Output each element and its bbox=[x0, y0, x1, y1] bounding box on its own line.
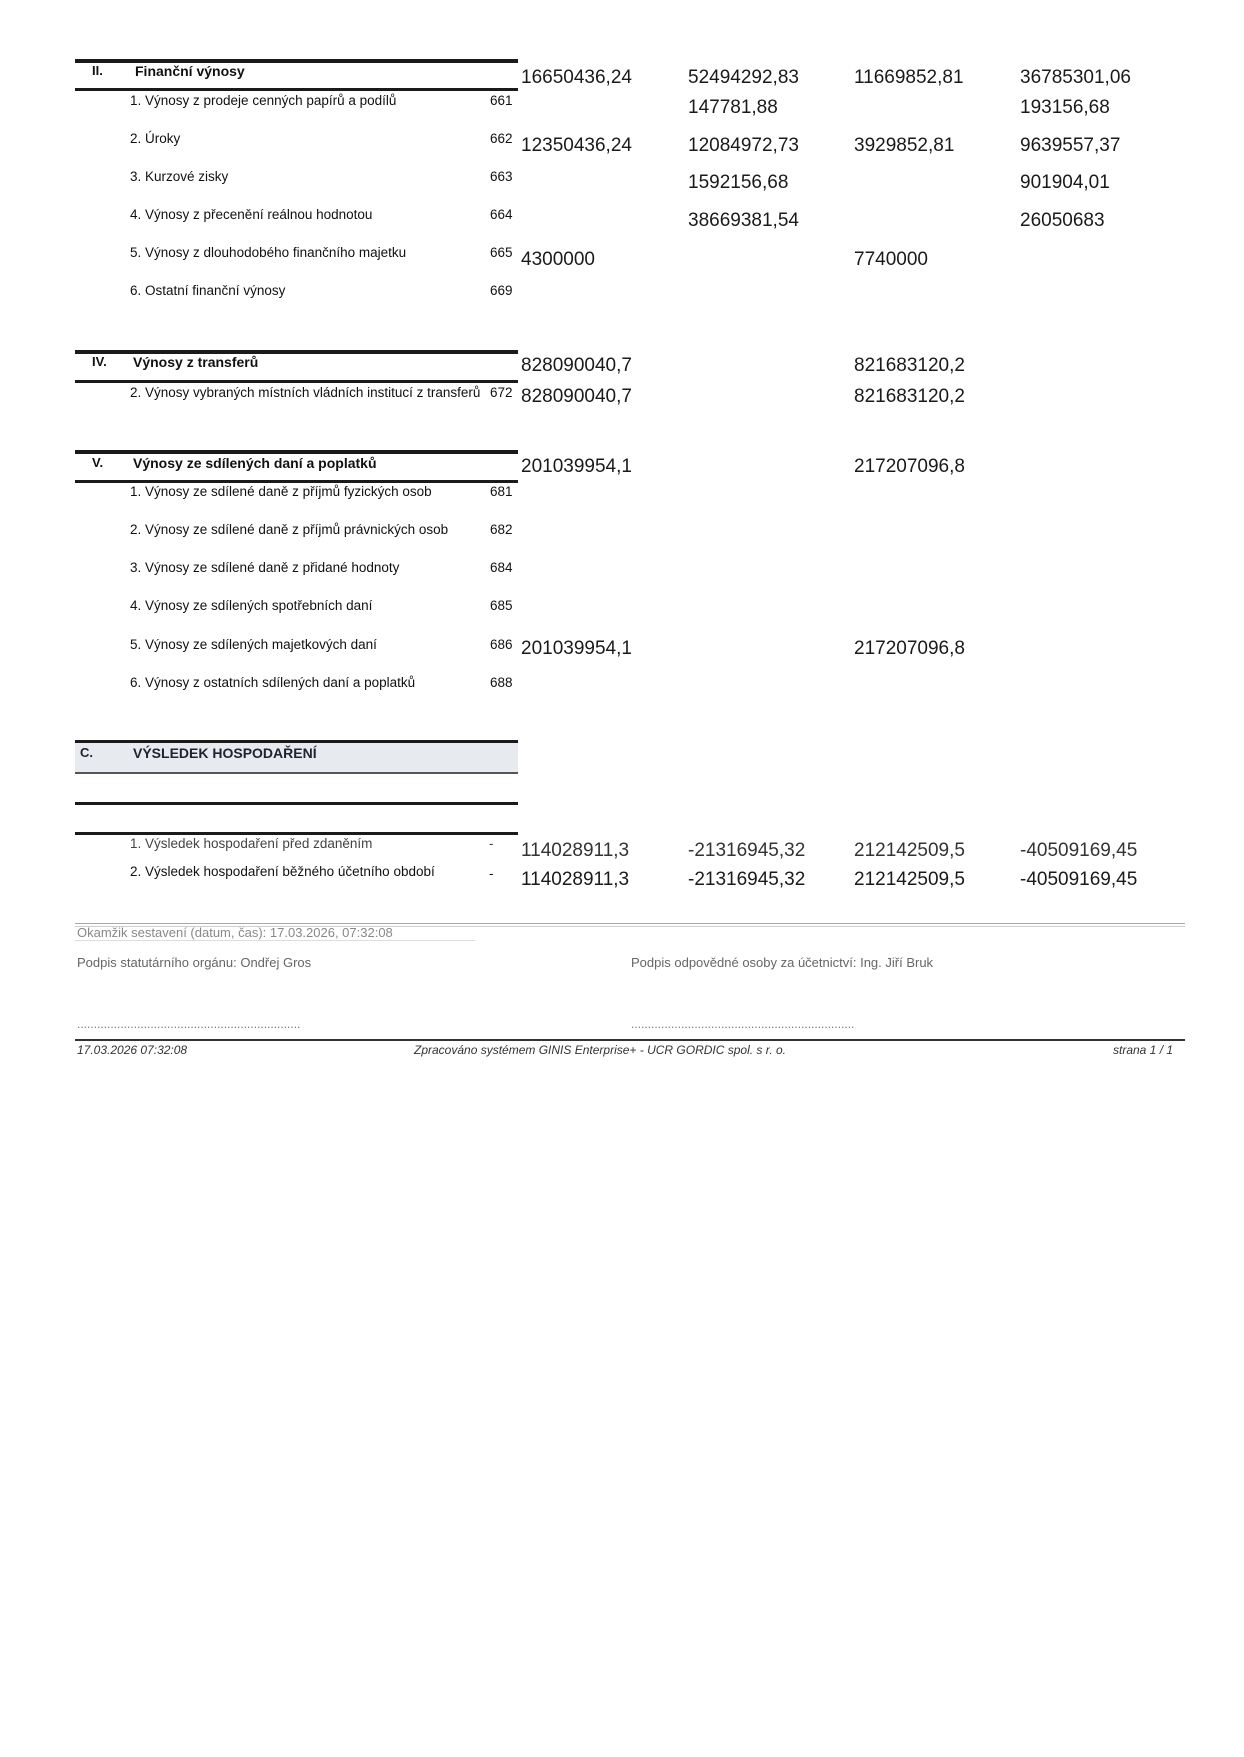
table-row-value: 38669381,54 bbox=[688, 210, 799, 231]
section-iv-total-col1: 828090040,7 bbox=[521, 355, 632, 376]
meta-under-rule bbox=[75, 940, 475, 941]
table-row-value: 12350436,24 bbox=[521, 135, 632, 156]
table-row-code: 664 bbox=[490, 207, 513, 222]
section-ii-total-col3: 11669852,81 bbox=[854, 67, 964, 88]
table-row-value: 3929852,81 bbox=[854, 135, 955, 156]
table-row-label: 3. Kurzové zisky bbox=[130, 169, 229, 184]
footer-page-number: strana 1 / 1 bbox=[1113, 1043, 1174, 1057]
table-row-value: 12084972,73 bbox=[688, 135, 799, 156]
section-iv-bottom-rule bbox=[75, 380, 518, 383]
section-v-total-col3: 217207096,8 bbox=[854, 456, 965, 477]
table-row-value: 821683120,2 bbox=[854, 386, 965, 407]
section-iv-numeral: IV. bbox=[92, 354, 107, 369]
table-row-code: 684 bbox=[490, 560, 513, 575]
compiled-timestamp: Okamžik sestavení (datum, čas): 17.03.2026, 07:32:08 bbox=[77, 925, 393, 940]
section-c-top-rule bbox=[75, 740, 518, 743]
table-row-code: 686 bbox=[490, 637, 513, 652]
footer-date: 17.03.2026 07:32:08 bbox=[77, 1043, 188, 1057]
section-c-sub-rule bbox=[75, 802, 518, 805]
table-row-label: 2. Úroky bbox=[130, 131, 181, 146]
table-row-label: 5. Výnosy z dlouhodobého finančního majetku bbox=[130, 245, 407, 260]
table-row-label: 2. Výsledek hospodaření běžného účetního období bbox=[130, 864, 435, 879]
footer-rule bbox=[75, 1039, 1185, 1041]
signature-line-right: ................................................................... bbox=[631, 1017, 855, 1031]
table-row-label: 2. Výnosy ze sdílené daně z příjmů právnických osob bbox=[130, 522, 449, 537]
table-row-value: 1592156,68 bbox=[688, 172, 789, 193]
table-row-label: 1. Výsledek hospodaření před zdaněním bbox=[130, 836, 373, 851]
table-row-code: 688 bbox=[490, 675, 513, 690]
signature-line-left: ................................................................... bbox=[77, 1017, 301, 1031]
section-v-bottom-rule bbox=[75, 480, 518, 483]
table-row-value: 7740000 bbox=[854, 249, 928, 270]
section-ii-total-col2: 52494292,83 bbox=[688, 67, 799, 88]
section-ii-title: Finanční výnosy bbox=[135, 63, 245, 79]
table-row-label: 6. Výnosy z ostatních sdílených daní a poplatků bbox=[130, 675, 416, 690]
table-row-value: 114028911,3 bbox=[521, 869, 630, 890]
section-ii-numeral: II. bbox=[92, 63, 103, 78]
table-row-value: 26050683 bbox=[1020, 210, 1105, 231]
section-v-title: Výnosy ze sdílených daní a poplatků bbox=[133, 455, 377, 471]
table-row-value: 212142509,5 bbox=[854, 869, 965, 890]
signature-accounting: Podpis odpovědné osoby za účetnictví: Ing. Jiří Bruk bbox=[631, 955, 934, 970]
signature-statutory: Podpis statutárního orgánu: Ondřej Gros bbox=[77, 955, 312, 970]
table-row-value: 212142509,5 bbox=[854, 840, 965, 861]
table-row-code: 661 bbox=[490, 93, 513, 108]
table-row-value: 193156,68 bbox=[1020, 97, 1110, 118]
table-row-value: 828090040,7 bbox=[521, 386, 632, 407]
section-c-rows-rule bbox=[75, 832, 518, 835]
footer-system: Zpracováno systémem GINIS Enterprise+ - UCR GORDIC spol. s r. o. bbox=[414, 1043, 786, 1057]
section-ii-total-col4: 36785301,06 bbox=[1020, 67, 1131, 88]
table-row-value: 9639557,37 bbox=[1020, 135, 1121, 156]
table-row-label: 4. Výnosy ze sdílených spotřebních daní bbox=[130, 598, 373, 613]
section-iv-title: Výnosy z transferů bbox=[133, 354, 259, 370]
section-ii-total-col1: 16650436,24 bbox=[521, 67, 632, 88]
table-row-value: 901904,01 bbox=[1020, 172, 1110, 193]
meta-top-rule-1 bbox=[75, 923, 1185, 924]
table-row-code: 681 bbox=[490, 484, 513, 499]
table-row-value: -21316945,32 bbox=[688, 869, 806, 890]
table-row-value: -40509169,45 bbox=[1020, 840, 1138, 861]
table-row-label: 3. Výnosy ze sdílené daně z přidané hodnoty bbox=[130, 560, 400, 575]
table-row-code: 682 bbox=[490, 522, 513, 537]
table-row-label: 4. Výnosy z přecenění reálnou hodnotou bbox=[130, 207, 373, 222]
table-row-code: 672 bbox=[490, 385, 513, 400]
section-c-bottom-rule bbox=[75, 772, 518, 774]
table-row-value: 4300000 bbox=[521, 249, 595, 270]
section-c-title: VÝSLEDEK HOSPODAŘENÍ bbox=[133, 745, 317, 761]
section-v-total-col1: 201039954,1 bbox=[521, 456, 632, 477]
table-row-value: 217207096,8 bbox=[854, 638, 965, 659]
table-row-code: 662 bbox=[490, 131, 513, 146]
table-row-code: 663 bbox=[490, 169, 513, 184]
section-v-numeral: V. bbox=[92, 455, 104, 470]
table-row-value: 114028911,3 bbox=[521, 840, 630, 861]
section-iv-total-col3: 821683120,2 bbox=[854, 355, 965, 376]
table-row-label: 2. Výnosy vybraných místních vládních institucí z transferů bbox=[130, 385, 481, 400]
table-row-value: -21316945,32 bbox=[688, 840, 806, 861]
section-c-letter: C. bbox=[80, 745, 93, 760]
table-row-code: - bbox=[489, 836, 494, 851]
table-row-label: 1. Výnosy ze sdílené daně z příjmů fyzických osob bbox=[130, 484, 432, 499]
table-row-value: 201039954,1 bbox=[521, 638, 632, 659]
table-row-label: 5. Výnosy ze sdílených majetkových daní bbox=[130, 637, 377, 652]
table-row-label: 6. Ostatní finanční výnosy bbox=[130, 283, 286, 298]
table-row-value: -40509169,45 bbox=[1020, 869, 1138, 890]
table-row-code: 685 bbox=[490, 598, 513, 613]
section-v-top-rule bbox=[75, 450, 518, 454]
table-row-code: 665 bbox=[490, 245, 513, 260]
table-row-code: - bbox=[489, 866, 494, 881]
section-ii-bottom-rule bbox=[75, 88, 518, 91]
table-row-value: 147781,88 bbox=[688, 97, 778, 118]
table-row-label: 1. Výnosy z prodeje cenných papírů a podílů bbox=[130, 93, 397, 108]
table-row-code: 669 bbox=[490, 283, 513, 298]
